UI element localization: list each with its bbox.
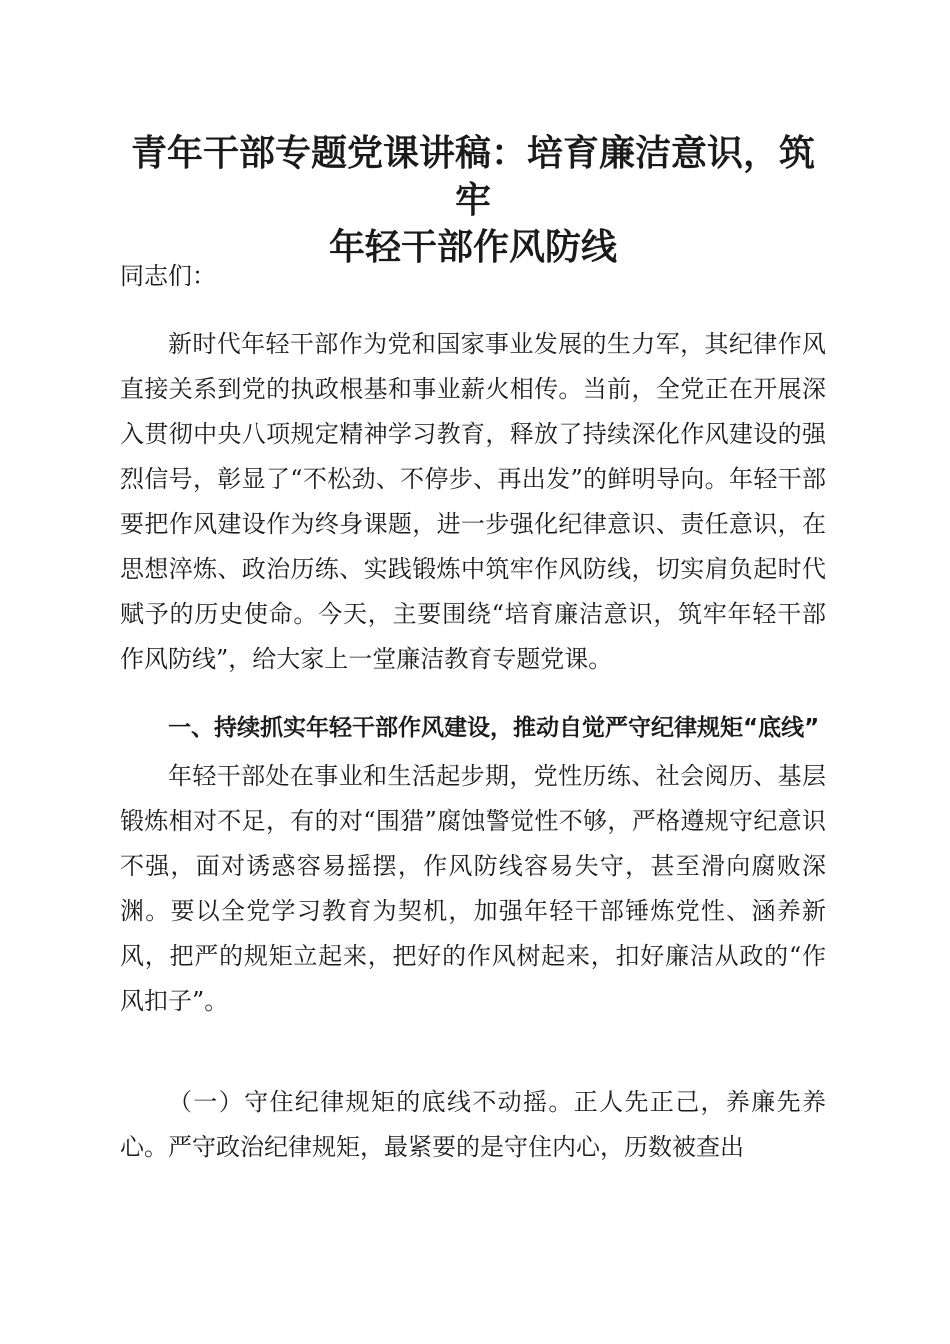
salutation: 同志们： [120,262,216,290]
subsection-1 [120,1080,826,1170]
document-title [120,130,826,271]
section-1 [120,706,826,1024]
section-1-paragraph: 年轻干部处在事业和生活起步期，党性历练、社会阅历、基层锻炼相对不足，有的对“围猎”腐蚀警觉性不够，严格遵规守纪意识不强，面对诱惑容易摇摆，作风防线容易失守，甚至滑向腐败深渊。要以全党学习教育为契机，加强年轻干部锤炼党性、涵养新风，把严的规矩立起来，把好的作风树起来，扣好廉洁从政的“作风扣子”。 [120,762,826,1015]
document-page [120,130,826,1161]
subsection-1-paragraph: （一）守住纪律规矩的底线不动摇。正人先正己，养廉先养心。严守政治纪律规矩，最紧要的是守住内心，历数被查出 [120,1088,826,1161]
intro-section [120,322,826,682]
section-1-heading: 一、持续抓实年轻干部作风建设，推动自觉严守纪律规矩“底线” [168,715,820,741]
intro-paragraph: 新时代年轻干部作为党和国家事业发展的生力军，其纪律作风直接关系到党的执政根基和事业薪火相传。当前，全党正在开展深入贯彻中央八项规定精神学习教育，释放了持续深化作风建设的强烈信号，彰显了“不松劲、不停步、再出发”的鲜明导向。年轻干部要把作风建设作为终身课题，进一步强化纪律意识、责任意识，在思想淬炼、政治历练、实践锻炼中筑牢作风防线，切实肩负起时代赋予的历史使命。今天，主要围绕“培育廉洁意识，筑牢年轻干部作风防线”，给大家上一堂廉洁教育专题党课。 [120,330,826,673]
title-line-1: 青年干部专题党课讲稿：培育廉洁意识，筑牢 [130,132,815,221]
title-line-2: 年轻干部作风防线 [328,226,617,268]
